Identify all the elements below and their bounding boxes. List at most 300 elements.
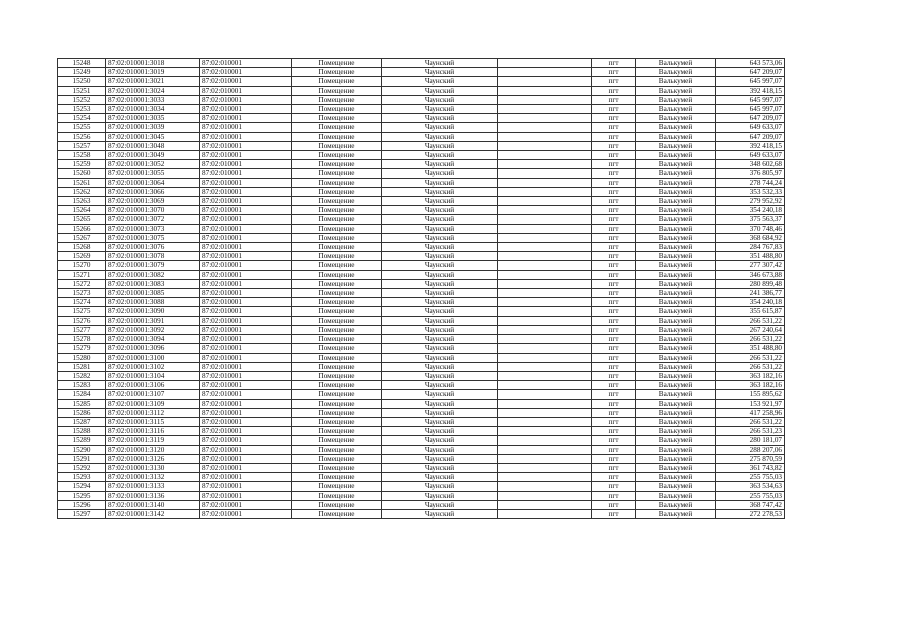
table-row <box>58 381 785 390</box>
district-cell: Чаунский <box>382 59 498 68</box>
cadastral-value-cell: 376 805,97 <box>716 169 785 178</box>
district-cell: Чаунский <box>382 141 498 150</box>
district-cell: Чаунский <box>382 463 498 472</box>
cadastral-number-cell: 87:02:010001:3045 <box>106 132 200 141</box>
cadastral-value-cell: 392 418,15 <box>716 141 785 150</box>
district-cell: Чаунский <box>382 353 498 362</box>
cadastral-quarter-cell: 87:02:010001 <box>200 344 292 353</box>
table-row <box>58 482 785 491</box>
cadastral-quarter-cell: 87:02:010001 <box>200 243 292 252</box>
district-cell: Чаунский <box>382 270 498 279</box>
cadastral-number-cell: 87:02:010001:3142 <box>106 509 200 518</box>
object-type-cell: Помещение <box>292 86 382 95</box>
table-row <box>58 500 785 509</box>
cadastral-value-cell: 649 633,07 <box>716 151 785 160</box>
row-number-cell: 15271 <box>58 270 106 279</box>
settlement-type-cell: пгт <box>592 151 636 160</box>
empty-cell <box>498 77 592 86</box>
cadastral-number-cell: 87:02:010001:3120 <box>106 445 200 454</box>
settlement-name-cell: Валькумей <box>636 445 716 454</box>
cadastral-number-cell: 87:02:010001:3116 <box>106 427 200 436</box>
cadastral-value-cell: 363 182,16 <box>716 371 785 380</box>
settlement-name-cell: Валькумей <box>636 252 716 261</box>
settlement-name-cell: Валькумей <box>636 381 716 390</box>
settlement-name-cell: Валькумей <box>636 68 716 77</box>
row-number-cell: 15267 <box>58 233 106 242</box>
row-number-cell: 15276 <box>58 316 106 325</box>
cadastral-quarter-cell: 87:02:010001 <box>200 509 292 518</box>
settlement-name-cell: Валькумей <box>636 427 716 436</box>
settlement-type-cell: пгт <box>592 114 636 123</box>
table-row <box>58 261 785 270</box>
settlement-type-cell: пгт <box>592 335 636 344</box>
table-row <box>58 353 785 362</box>
cadastral-quarter-cell: 87:02:010001 <box>200 298 292 307</box>
table-row <box>58 509 785 518</box>
cadastral-number-cell: 87:02:010001:3048 <box>106 141 200 150</box>
row-number-cell: 15280 <box>58 353 106 362</box>
cadastral-value-cell: 392 418,15 <box>716 86 785 95</box>
district-cell: Чаунский <box>382 86 498 95</box>
settlement-type-cell: пгт <box>592 307 636 316</box>
object-type-cell: Помещение <box>292 408 382 417</box>
object-type-cell: Помещение <box>292 261 382 270</box>
settlement-type-cell: пгт <box>592 500 636 509</box>
cadastral-value-cell: 647 209,07 <box>716 68 785 77</box>
district-cell: Чаунский <box>382 178 498 187</box>
cadastral-quarter-cell: 87:02:010001 <box>200 224 292 233</box>
district-cell: Чаунский <box>382 233 498 242</box>
settlement-name-cell: Валькумей <box>636 243 716 252</box>
cadastral-number-cell: 87:02:010001:3055 <box>106 169 200 178</box>
cadastral-number-cell: 87:02:010001:3106 <box>106 381 200 390</box>
cadastral-value-cell: 355 615,87 <box>716 307 785 316</box>
empty-cell <box>498 316 592 325</box>
empty-cell <box>498 151 592 160</box>
district-cell: Чаунский <box>382 151 498 160</box>
object-type-cell: Помещение <box>292 509 382 518</box>
object-type-cell: Помещение <box>292 390 382 399</box>
row-number-cell: 15296 <box>58 500 106 509</box>
cadastral-value-cell: 354 240,18 <box>716 298 785 307</box>
cadastral-quarter-cell: 87:02:010001 <box>200 105 292 114</box>
district-cell: Чаунский <box>382 381 498 390</box>
object-type-cell: Помещение <box>292 279 382 288</box>
district-cell: Чаунский <box>382 169 498 178</box>
cadastral-value-cell: 643 573,06 <box>716 59 785 68</box>
settlement-type-cell: пгт <box>592 233 636 242</box>
settlement-type-cell: пгт <box>592 427 636 436</box>
settlement-name-cell: Валькумей <box>636 390 716 399</box>
settlement-name-cell: Валькумей <box>636 509 716 518</box>
cadastral-value-cell: 266 531,22 <box>716 362 785 371</box>
settlement-type-cell: пгт <box>592 105 636 114</box>
empty-cell <box>498 123 592 132</box>
cadastral-quarter-cell: 87:02:010001 <box>200 59 292 68</box>
district-cell: Чаунский <box>382 206 498 215</box>
table-row <box>58 390 785 399</box>
row-number-cell: 15269 <box>58 252 106 261</box>
empty-cell <box>498 344 592 353</box>
district-cell: Чаунский <box>382 68 498 77</box>
settlement-type-cell: пгт <box>592 197 636 206</box>
cadastral-value-cell: 645 997,07 <box>716 95 785 104</box>
object-type-cell: Помещение <box>292 187 382 196</box>
district-cell: Чаунский <box>382 473 498 482</box>
object-type-cell: Помещение <box>292 436 382 445</box>
settlement-name-cell: Валькумей <box>636 335 716 344</box>
object-type-cell: Помещение <box>292 353 382 362</box>
table-row <box>58 289 785 298</box>
row-number-cell: 15273 <box>58 289 106 298</box>
settlement-type-cell: пгт <box>592 491 636 500</box>
cadastral-quarter-cell: 87:02:010001 <box>200 463 292 472</box>
settlement-type-cell: пгт <box>592 270 636 279</box>
cadastral-value-cell: 266 531,23 <box>716 427 785 436</box>
object-type-cell: Помещение <box>292 335 382 344</box>
settlement-type-cell: пгт <box>592 68 636 77</box>
cadastral-value-cell: 284 767,83 <box>716 243 785 252</box>
table-row <box>58 68 785 77</box>
object-type-cell: Помещение <box>292 178 382 187</box>
cadastral-quarter-cell: 87:02:010001 <box>200 362 292 371</box>
settlement-type-cell: пгт <box>592 206 636 215</box>
empty-cell <box>498 371 592 380</box>
empty-cell <box>498 353 592 362</box>
row-number-cell: 15294 <box>58 482 106 491</box>
cadastral-number-cell: 87:02:010001:3126 <box>106 454 200 463</box>
settlement-type-cell: пгт <box>592 371 636 380</box>
settlement-type-cell: пгт <box>592 362 636 371</box>
empty-cell <box>498 261 592 270</box>
cadastral-quarter-cell: 87:02:010001 <box>200 482 292 491</box>
district-cell: Чаунский <box>382 399 498 408</box>
table-row <box>58 233 785 242</box>
settlement-name-cell: Валькумей <box>636 215 716 224</box>
object-type-cell: Помещение <box>292 491 382 500</box>
cadastral-quarter-cell: 87:02:010001 <box>200 132 292 141</box>
table-row <box>58 178 785 187</box>
empty-cell <box>498 197 592 206</box>
settlement-name-cell: Валькумей <box>636 408 716 417</box>
cadastral-value-cell: 266 531,22 <box>716 335 785 344</box>
cadastral-value-cell: 353 532,33 <box>716 187 785 196</box>
empty-cell <box>498 132 592 141</box>
object-type-cell: Помещение <box>292 316 382 325</box>
object-type-cell: Помещение <box>292 132 382 141</box>
object-type-cell: Помещение <box>292 454 382 463</box>
cadastral-number-cell: 87:02:010001:3070 <box>106 206 200 215</box>
table-row <box>58 335 785 344</box>
empty-cell <box>498 187 592 196</box>
cadastral-quarter-cell: 87:02:010001 <box>200 491 292 500</box>
table-row <box>58 224 785 233</box>
cadastral-quarter-cell: 87:02:010001 <box>200 215 292 224</box>
cadastral-value-cell: 266 531,22 <box>716 353 785 362</box>
row-number-cell: 15281 <box>58 362 106 371</box>
cadastral-number-cell: 87:02:010001:3092 <box>106 325 200 334</box>
settlement-name-cell: Валькумей <box>636 500 716 509</box>
settlement-type-cell: пгт <box>592 381 636 390</box>
cadastral-value-cell: 277 307,42 <box>716 261 785 270</box>
district-cell: Чаунский <box>382 500 498 509</box>
settlement-name-cell: Валькумей <box>636 151 716 160</box>
cadastral-value-cell: 417 258,96 <box>716 408 785 417</box>
settlement-type-cell: пгт <box>592 215 636 224</box>
settlement-type-cell: пгт <box>592 445 636 454</box>
table-row <box>58 445 785 454</box>
settlement-type-cell: пгт <box>592 252 636 261</box>
district-cell: Чаунский <box>382 243 498 252</box>
table-row <box>58 132 785 141</box>
table-row <box>58 151 785 160</box>
table-row <box>58 77 785 86</box>
empty-cell <box>498 141 592 150</box>
row-number-cell: 15292 <box>58 463 106 472</box>
object-type-cell: Помещение <box>292 243 382 252</box>
cadastral-value-cell: 351 488,80 <box>716 344 785 353</box>
cadastral-quarter-cell: 87:02:010001 <box>200 408 292 417</box>
empty-cell <box>498 206 592 215</box>
cadastral-value-cell: 647 209,07 <box>716 114 785 123</box>
district-cell: Чаунский <box>382 408 498 417</box>
cadastral-number-cell: 87:02:010001:3018 <box>106 59 200 68</box>
table-row <box>58 408 785 417</box>
object-type-cell: Помещение <box>292 233 382 242</box>
cadastral-value-cell: 155 895,62 <box>716 390 785 399</box>
row-number-cell: 15253 <box>58 105 106 114</box>
table-row <box>58 215 785 224</box>
settlement-type-cell: пгт <box>592 454 636 463</box>
object-type-cell: Помещение <box>292 289 382 298</box>
district-cell: Чаунский <box>382 279 498 288</box>
object-type-cell: Помещение <box>292 77 382 86</box>
cadastral-quarter-cell: 87:02:010001 <box>200 270 292 279</box>
object-type-cell: Помещение <box>292 463 382 472</box>
settlement-name-cell: Валькумей <box>636 178 716 187</box>
cadastral-quarter-cell: 87:02:010001 <box>200 68 292 77</box>
row-number-cell: 15251 <box>58 86 106 95</box>
district-cell: Чаунский <box>382 482 498 491</box>
district-cell: Чаунский <box>382 316 498 325</box>
cadastral-number-cell: 87:02:010001:3090 <box>106 307 200 316</box>
district-cell: Чаунский <box>382 509 498 518</box>
object-type-cell: Помещение <box>292 362 382 371</box>
settlement-type-cell: пгт <box>592 169 636 178</box>
table-row <box>58 86 785 95</box>
object-type-cell: Помещение <box>292 325 382 334</box>
district-cell: Чаунский <box>382 454 498 463</box>
cadastral-quarter-cell: 87:02:010001 <box>200 390 292 399</box>
table-row <box>58 307 785 316</box>
empty-cell <box>498 390 592 399</box>
table-row <box>58 114 785 123</box>
settlement-name-cell: Валькумей <box>636 187 716 196</box>
district-cell: Чаунский <box>382 77 498 86</box>
table-row <box>58 279 785 288</box>
cadastral-quarter-cell: 87:02:010001 <box>200 197 292 206</box>
row-number-cell: 15255 <box>58 123 106 132</box>
cadastral-number-cell: 87:02:010001:3052 <box>106 160 200 169</box>
row-number-cell: 15278 <box>58 335 106 344</box>
cadastral-value-cell: 361 743,82 <box>716 463 785 472</box>
object-type-cell: Помещение <box>292 270 382 279</box>
object-type-cell: Помещение <box>292 151 382 160</box>
empty-cell <box>498 289 592 298</box>
cadastral-quarter-cell: 87:02:010001 <box>200 187 292 196</box>
settlement-name-cell: Валькумей <box>636 399 716 408</box>
cadastral-quarter-cell: 87:02:010001 <box>200 289 292 298</box>
row-number-cell: 15289 <box>58 436 106 445</box>
settlement-type-cell: пгт <box>592 95 636 104</box>
row-number-cell: 15256 <box>58 132 106 141</box>
row-number-cell: 15254 <box>58 114 106 123</box>
cadastral-quarter-cell: 87:02:010001 <box>200 95 292 104</box>
table-row <box>58 399 785 408</box>
empty-cell <box>498 224 592 233</box>
district-cell: Чаунский <box>382 390 498 399</box>
object-type-cell: Помещение <box>292 206 382 215</box>
row-number-cell: 15279 <box>58 344 106 353</box>
object-type-cell: Помещение <box>292 482 382 491</box>
row-number-cell: 15275 <box>58 307 106 316</box>
cadastral-number-cell: 87:02:010001:3096 <box>106 344 200 353</box>
row-number-cell: 15284 <box>58 390 106 399</box>
cadastral-value-cell: 288 207,06 <box>716 445 785 454</box>
empty-cell <box>498 252 592 261</box>
table-row <box>58 371 785 380</box>
settlement-name-cell: Валькумей <box>636 289 716 298</box>
row-number-cell: 15277 <box>58 325 106 334</box>
settlement-name-cell: Валькумей <box>636 325 716 334</box>
row-number-cell: 15252 <box>58 95 106 104</box>
table-row <box>58 123 785 132</box>
object-type-cell: Помещение <box>292 344 382 353</box>
cadastral-quarter-cell: 87:02:010001 <box>200 381 292 390</box>
settlement-name-cell: Валькумей <box>636 59 716 68</box>
cadastral-quarter-cell: 87:02:010001 <box>200 445 292 454</box>
cadastral-number-cell: 87:02:010001:3082 <box>106 270 200 279</box>
settlement-type-cell: пгт <box>592 59 636 68</box>
row-number-cell: 15250 <box>58 77 106 86</box>
empty-cell <box>498 445 592 454</box>
empty-cell <box>498 427 592 436</box>
object-type-cell: Помещение <box>292 252 382 261</box>
settlement-name-cell: Валькумей <box>636 160 716 169</box>
cadastral-number-cell: 87:02:010001:3130 <box>106 463 200 472</box>
cadastral-quarter-cell: 87:02:010001 <box>200 86 292 95</box>
cadastral-number-cell: 87:02:010001:3049 <box>106 151 200 160</box>
object-type-cell: Помещение <box>292 500 382 509</box>
cadastral-value-cell: 375 563,37 <box>716 215 785 224</box>
settlement-name-cell: Валькумей <box>636 105 716 114</box>
object-type-cell: Помещение <box>292 371 382 380</box>
object-type-cell: Помещение <box>292 95 382 104</box>
empty-cell <box>498 59 592 68</box>
empty-cell <box>498 335 592 344</box>
cadastral-quarter-cell: 87:02:010001 <box>200 427 292 436</box>
settlement-type-cell: пгт <box>592 123 636 132</box>
cadastral-quarter-cell: 87:02:010001 <box>200 160 292 169</box>
district-cell: Чаунский <box>382 298 498 307</box>
settlement-name-cell: Валькумей <box>636 344 716 353</box>
cadastral-value-cell: 351 488,80 <box>716 252 785 261</box>
district-cell: Чаунский <box>382 187 498 196</box>
cadastral-quarter-cell: 87:02:010001 <box>200 335 292 344</box>
table-row <box>58 427 785 436</box>
cadastral-value-cell: 255 755,03 <box>716 491 785 500</box>
cadastral-number-cell: 87:02:010001:3085 <box>106 289 200 298</box>
empty-cell <box>498 95 592 104</box>
settlement-type-cell: пгт <box>592 482 636 491</box>
row-number-cell: 15263 <box>58 197 106 206</box>
table-row <box>58 105 785 114</box>
settlement-name-cell: Валькумей <box>636 491 716 500</box>
cadastral-quarter-cell: 87:02:010001 <box>200 252 292 261</box>
cadastral-quarter-cell: 87:02:010001 <box>200 114 292 123</box>
table-row <box>58 473 785 482</box>
settlement-name-cell: Валькумей <box>636 463 716 472</box>
object-type-cell: Помещение <box>292 160 382 169</box>
cadastral-quarter-cell: 87:02:010001 <box>200 279 292 288</box>
cadastral-quarter-cell: 87:02:010001 <box>200 178 292 187</box>
cadastral-number-cell: 87:02:010001:3100 <box>106 353 200 362</box>
table-row <box>58 252 785 261</box>
settlement-type-cell: пгт <box>592 132 636 141</box>
district-cell: Чаунский <box>382 445 498 454</box>
district-cell: Чаунский <box>382 252 498 261</box>
cadastral-quarter-cell: 87:02:010001 <box>200 473 292 482</box>
district-cell: Чаунский <box>382 160 498 169</box>
table-row <box>58 169 785 178</box>
cadastral-value-cell: 275 870,59 <box>716 454 785 463</box>
cadastral-value-cell: 153 921,97 <box>716 399 785 408</box>
cadastral-quarter-cell: 87:02:010001 <box>200 353 292 362</box>
table-row <box>58 95 785 104</box>
table-row <box>58 243 785 252</box>
cadastral-number-cell: 87:02:010001:3119 <box>106 436 200 445</box>
table-row <box>58 270 785 279</box>
empty-cell <box>498 454 592 463</box>
district-cell: Чаунский <box>382 105 498 114</box>
cadastral-number-cell: 87:02:010001:3107 <box>106 390 200 399</box>
cadastral-number-cell: 87:02:010001:3076 <box>106 243 200 252</box>
cadastral-quarter-cell: 87:02:010001 <box>200 169 292 178</box>
cadastral-value-cell: 279 952,92 <box>716 197 785 206</box>
settlement-name-cell: Валькумей <box>636 454 716 463</box>
cadastral-number-cell: 87:02:010001:3073 <box>106 224 200 233</box>
empty-cell <box>498 307 592 316</box>
empty-cell <box>498 325 592 334</box>
district-cell: Чаунский <box>382 427 498 436</box>
object-type-cell: Помещение <box>292 307 382 316</box>
settlement-name-cell: Валькумей <box>636 436 716 445</box>
cadastral-quarter-cell: 87:02:010001 <box>200 325 292 334</box>
settlement-name-cell: Валькумей <box>636 482 716 491</box>
row-number-cell: 15291 <box>58 454 106 463</box>
empty-cell <box>498 500 592 509</box>
cadastral-value-cell: 266 531,22 <box>716 316 785 325</box>
row-number-cell: 15262 <box>58 187 106 196</box>
settlement-name-cell: Валькумей <box>636 206 716 215</box>
settlement-name-cell: Валькумей <box>636 270 716 279</box>
cadastral-number-cell: 87:02:010001:3136 <box>106 491 200 500</box>
settlement-type-cell: пгт <box>592 279 636 288</box>
settlement-type-cell: пгт <box>592 77 636 86</box>
cadastral-number-cell: 87:02:010001:3133 <box>106 482 200 491</box>
row-number-cell: 15293 <box>58 473 106 482</box>
district-cell: Чаунский <box>382 95 498 104</box>
